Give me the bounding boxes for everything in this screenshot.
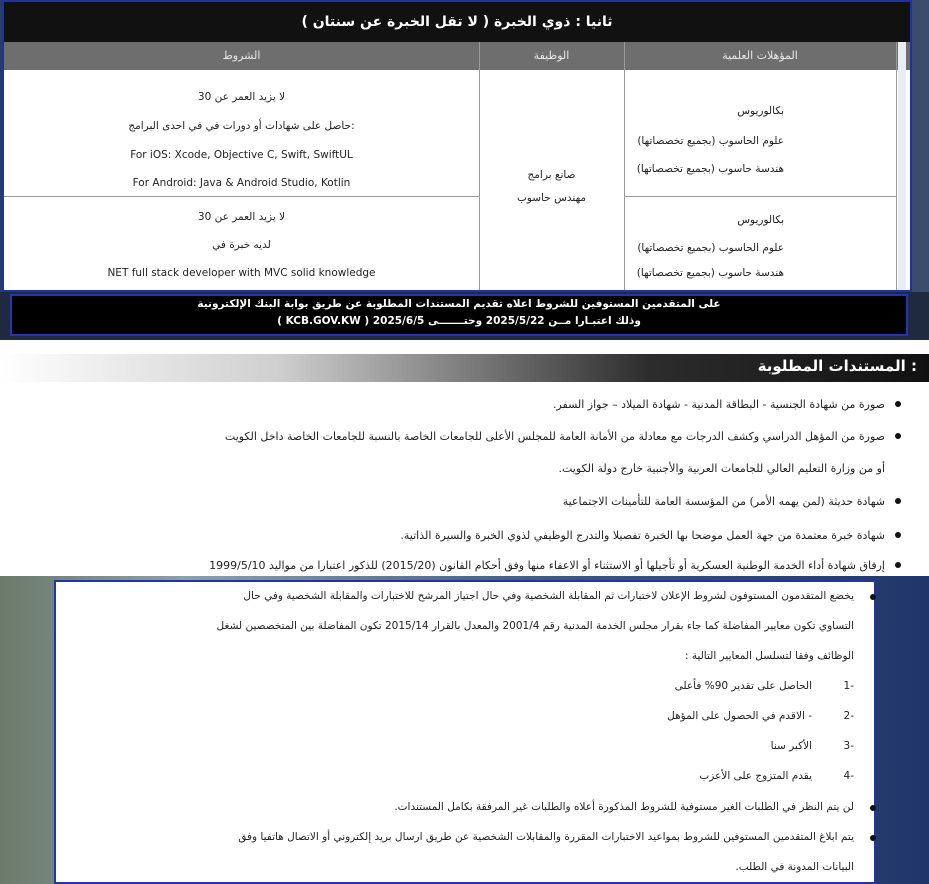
qualification-line: هندسة حاسوب (بجميع تخصصاتها) bbox=[636, 163, 784, 175]
qualification-line: علوم الحاسوب (بجميع تخصصاتها) bbox=[637, 135, 784, 147]
condition-line: لا يزيد العمر عن 30 bbox=[197, 211, 286, 223]
document-item: صورة من شهادة الجنسية - البطاقة المدنية - شهادة الميلاد – جواز السفر. bbox=[553, 398, 885, 411]
documents-title: المستندات المطلوبة : bbox=[757, 357, 917, 375]
application-banner bbox=[10, 294, 908, 336]
qualification-line: بكالوريوس bbox=[737, 214, 784, 226]
condition-line: For iOS: Xcode, Objective C, Swift, SwiftUL bbox=[130, 149, 353, 161]
row-divider bbox=[624, 196, 896, 197]
qualification-line: علوم الحاسوب (بجميع تخصصاتها) bbox=[637, 242, 784, 254]
document-item: شهادة خبرة معتمدة من جهة العمل موضحا بها الخبرة تفصيلا والتدرج الوظيفي لذوي الخبرة والسيرة الذاتية. bbox=[400, 529, 885, 542]
bullet-icon bbox=[895, 532, 901, 538]
required-documents-panel bbox=[0, 340, 929, 576]
document-item: إرفاق شهادة أداء الخدمة الوطنية العسكرية أو تأجيلها أو الاستثناء أو الاعفاء منها وفق أحكام القانون (2015/20) للذكور اعتبارا من مواليد 1999/5/10 bbox=[209, 559, 885, 572]
document-item-continuation: أو من وزارة التعليم العالي للجامعات العربية والأجنبية خارج دولة الكويت. bbox=[558, 462, 885, 475]
qualification-line: هندسة حاسوب (بجميع تخصصاتها) bbox=[636, 267, 784, 279]
criterion-number: -1 bbox=[843, 680, 854, 692]
experience-table bbox=[2, 0, 912, 292]
bullet-icon bbox=[895, 498, 901, 504]
notes-box bbox=[54, 580, 876, 884]
document-item: شهادة حديثة (لمن يهمه الأمر) من المؤسسة العامة للتأمينات الاجتماعية bbox=[563, 495, 885, 508]
bullet-icon bbox=[870, 835, 876, 841]
notes-line: يخضع المتقدمون المستوفون لشروط الإعلان لاختبارات ثم المقابلة الشخصية وفي حال اجتياز المرشح للاختبارات والمقابلة الشخصية وفي حال bbox=[243, 590, 854, 602]
notes-panel bbox=[0, 576, 929, 884]
notes-line: التساوي تكون معايير المفاضلة كما جاء بقرار مجلس الخدمة المدنية رقم 2001/4 والمعدل بالقرار 2015/14 تكون المفاضلة بين المتخصصين لشغل bbox=[216, 620, 854, 632]
column-qualifications: المؤهلات العلمية bbox=[722, 49, 798, 62]
notes-line: البيانات المدونة في الطلب. bbox=[735, 861, 854, 873]
criterion-number: -2 bbox=[843, 710, 854, 722]
criterion-text: الحاصل على تقدير 90% فأعلى bbox=[674, 680, 812, 692]
notes-line: الوظائف وفقا لتسلسل المعايير التالية : bbox=[684, 650, 854, 662]
bullet-icon bbox=[895, 562, 901, 568]
bullet-icon bbox=[895, 401, 901, 407]
notes-line: يتم ابلاغ المتقدمين المستوفين للشروط بمواعيد الاختبارات المقررة والمقابلات الشخصية عن طريق ارسال بريد إلكتروني أو الاتصال هاتفيا وفق bbox=[238, 831, 854, 843]
condition-line: NET full stack developer with MVC solid knowledge bbox=[107, 267, 376, 279]
documents-title-bar bbox=[0, 354, 929, 382]
criterion-number: -3 bbox=[843, 740, 854, 752]
notes-line: لن يتم النظر في الطلبات الغير مستوفية للشروط المذكورة أعلاه والطلبات غير المرفقة بكامل المستندات. bbox=[394, 801, 854, 813]
condition-line: حاصل على شهادات أو دورات في في احدى البرامج: bbox=[128, 120, 355, 132]
banner-line: على المتقدمين المستوفين للشروط اعلاه تقديم المستندات المطلوبة عن طريق بوابة البنك الإلكترونية bbox=[197, 298, 721, 310]
job-title: مهندس حاسوب bbox=[516, 192, 587, 204]
application-banner-panel bbox=[0, 292, 929, 340]
condition-line: For Android: Java & Android Studio, Kotlin bbox=[132, 177, 351, 189]
bullet-icon bbox=[870, 805, 876, 811]
document-item: صورة من المؤهل الدراسي وكشف الدرجات مع معادلة من الأمانة العامة للمجلس الأعلى للجامعات الخاصة بالنسبة للجامعات الخاصة داخل الكويت bbox=[225, 430, 885, 443]
side-column bbox=[898, 42, 906, 290]
bullet-icon bbox=[895, 433, 901, 439]
criterion-text: الأكبر سنا bbox=[770, 740, 812, 752]
table-header-row bbox=[4, 42, 910, 70]
column-divider bbox=[896, 42, 897, 290]
bullet-icon bbox=[870, 594, 876, 600]
criterion-text: - الاقدم في الحصول على المؤهل bbox=[667, 710, 812, 722]
experience-section-title: ثانيا : ذوي الخبرة ( لا تقل الخبرة عن سنتان ) bbox=[4, 2, 910, 42]
experience-table-panel bbox=[0, 0, 929, 292]
condition-line: لا يزيد العمر عن 30 bbox=[197, 91, 286, 103]
column-conditions: الشروط bbox=[222, 49, 261, 62]
criterion-number: -4 bbox=[843, 770, 854, 782]
condition-line: لديه خبرة في bbox=[212, 239, 271, 251]
column-job: الوظيفة bbox=[533, 49, 570, 62]
qualification-line: بكالوريوس bbox=[737, 105, 784, 117]
job-title: صانع برامج bbox=[527, 169, 576, 181]
criterion-text: يقدم المتزوج على الأعزب bbox=[699, 770, 812, 782]
banner-line: ( KCB.GOV.KW ) وذلك اعتبـارا مــن 2025/5/22 وحتـــــــى 2025/6/5 bbox=[277, 315, 641, 327]
